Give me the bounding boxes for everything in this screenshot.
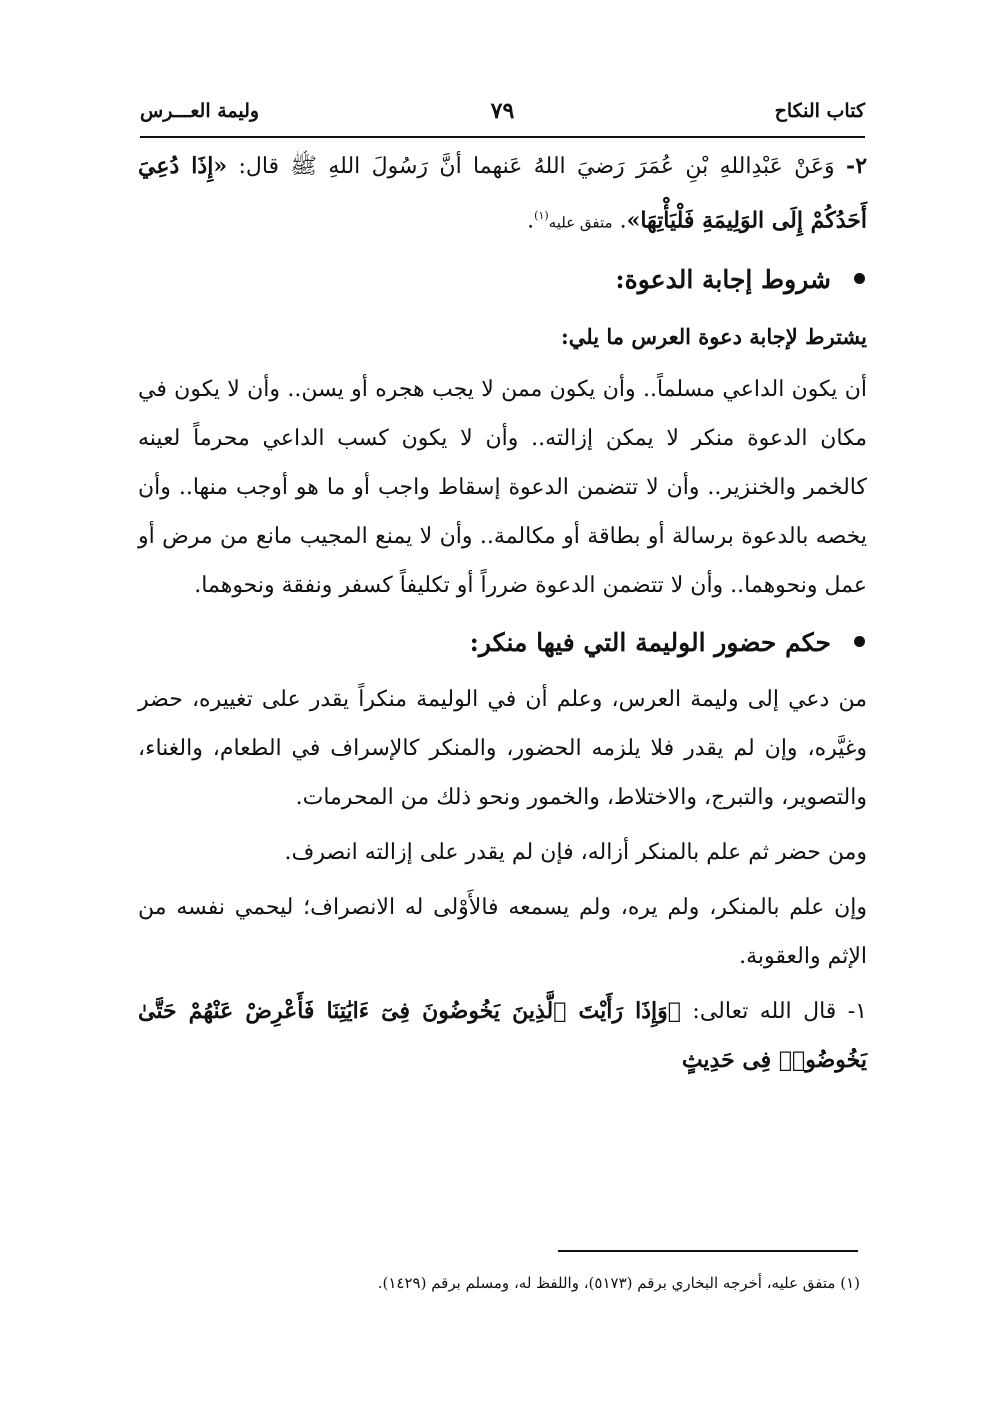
- verse-1: [138, 987, 867, 1085]
- page-number: ٧٩: [490, 98, 515, 124]
- section-heading-ruling: [138, 618, 867, 667]
- page-body: [138, 142, 867, 1091]
- hadith-source: متفق عليه: [548, 213, 613, 232]
- section-heading-text: حكم حضور الوليمة التي فيها منكر:: [469, 628, 831, 658]
- bullet-icon: [854, 273, 865, 284]
- footnote-divider: [558, 1250, 858, 1252]
- hadith-2: ٢- وَعَنْ عَبْدِاللهِ بْنِ عُمَرَ رَضيَ اللهُ عَنهما أنَّ رَسُولَ اللهِ ﷺ قال: «إِذَا دُعِيَ أَحَدُكُمْ إِلَى الوَلِيمَةِ فَلْيَأْتِهَا». متفق عليه$^{(١)}$.: [138, 153, 868, 234]
- header-divider: [140, 136, 865, 138]
- verse-number: ١-: [847, 999, 867, 1025]
- verse-text: ﴿وَإِذَا رَأَيْتَ ٱلَّذِينَ يَخُوضُونَ فِىٓ ءَايَٰتِنَا فَأَعْرِضْ عَنْهُمْ حَتَّىٰ يَخُوضُوا۟ فِى حَدِيثٍ: [138, 998, 867, 1074]
- hadith-narration: وَعَنْ عَبْدِاللهِ بْنِ عُمَرَ رَضيَ اللهُ عَنهما أنَّ رَسُولَ اللهِ ﷺ قال:: [238, 154, 835, 179]
- footnote-reference: (١): [534, 209, 549, 222]
- ruling-paragraph-1: من دعي إلى وليمة العرس، وعلم أن في الوليمة منكراً يقدر على تغييره، حضر وغيَّره، وإن لم يقدر فلا يلزمه الحضور، والمنكر كالإسراف في الطعام، والغناء، والتصوير، والتبرج، والاختلاط، والخمور ونحو ذلك من المحرمات.: [138, 687, 867, 811]
- footnote: (١) متفق عليه، أخرجه البخاري برقم (٥١٧٣)، واللفظ له، ومسلم برقم (١٤٢٩).: [377, 1274, 860, 1292]
- ruling-paragraph-2: ومن حضر ثم علم بالمنكر أزاله، فإن لم يقدر على إزالته انصرف.: [284, 840, 867, 866]
- conditions-intro: يشترط لإجابة دعوة العرس ما يلي:: [561, 324, 867, 350]
- hadith-number: ٢-: [846, 153, 868, 179]
- section-heading-conditions: [138, 255, 867, 304]
- hadith-quote: «إِذَا دُعِيَ أَحَدُكُمْ إِلَى الوَلِيمَةِ فَلْيَأْتِهَا»: [138, 153, 867, 234]
- ruling-paragraph-3: وإن علم بالمنكر، ولم يره، ولم يسمعه فالأَوْلى له الانصراف؛ ليحمي نفسه من الإثم والعقوبة.: [138, 895, 867, 970]
- verse-intro: قال الله تعالى:: [692, 999, 837, 1025]
- chapter-title: وليمة العـــرس: [140, 100, 260, 122]
- running-header: [140, 100, 865, 134]
- section-heading-text: شروط إجابة الدعوة:: [615, 265, 831, 295]
- conditions-paragraph: أن يكون الداعي مسلماً.. وأن يكون ممن لا يجب هجره أو يسن.. وأن لا يكون في مكان الدعوة منكر لا يمكن إزالته.. وأن لا يكون كسب الداعي محرماً لعينه كالخمر والخنزير.. وأن لا تتضمن الدعوة إسقاط واجب أو ما هو أوجب منها.. وأن يخصه بالدعوة برسالة أو بطاقة أو مكالمة.. وأن لا يمنع المجيب مانع من مرض أو عمل ونحوهما.. وأن لا تتضمن الدعوة ضرراً أو تكليفاً كسفر ونفقة ونحوهما.: [138, 377, 867, 599]
- book-title: كتاب النكاح: [774, 100, 865, 122]
- bullet-icon: [854, 636, 865, 647]
